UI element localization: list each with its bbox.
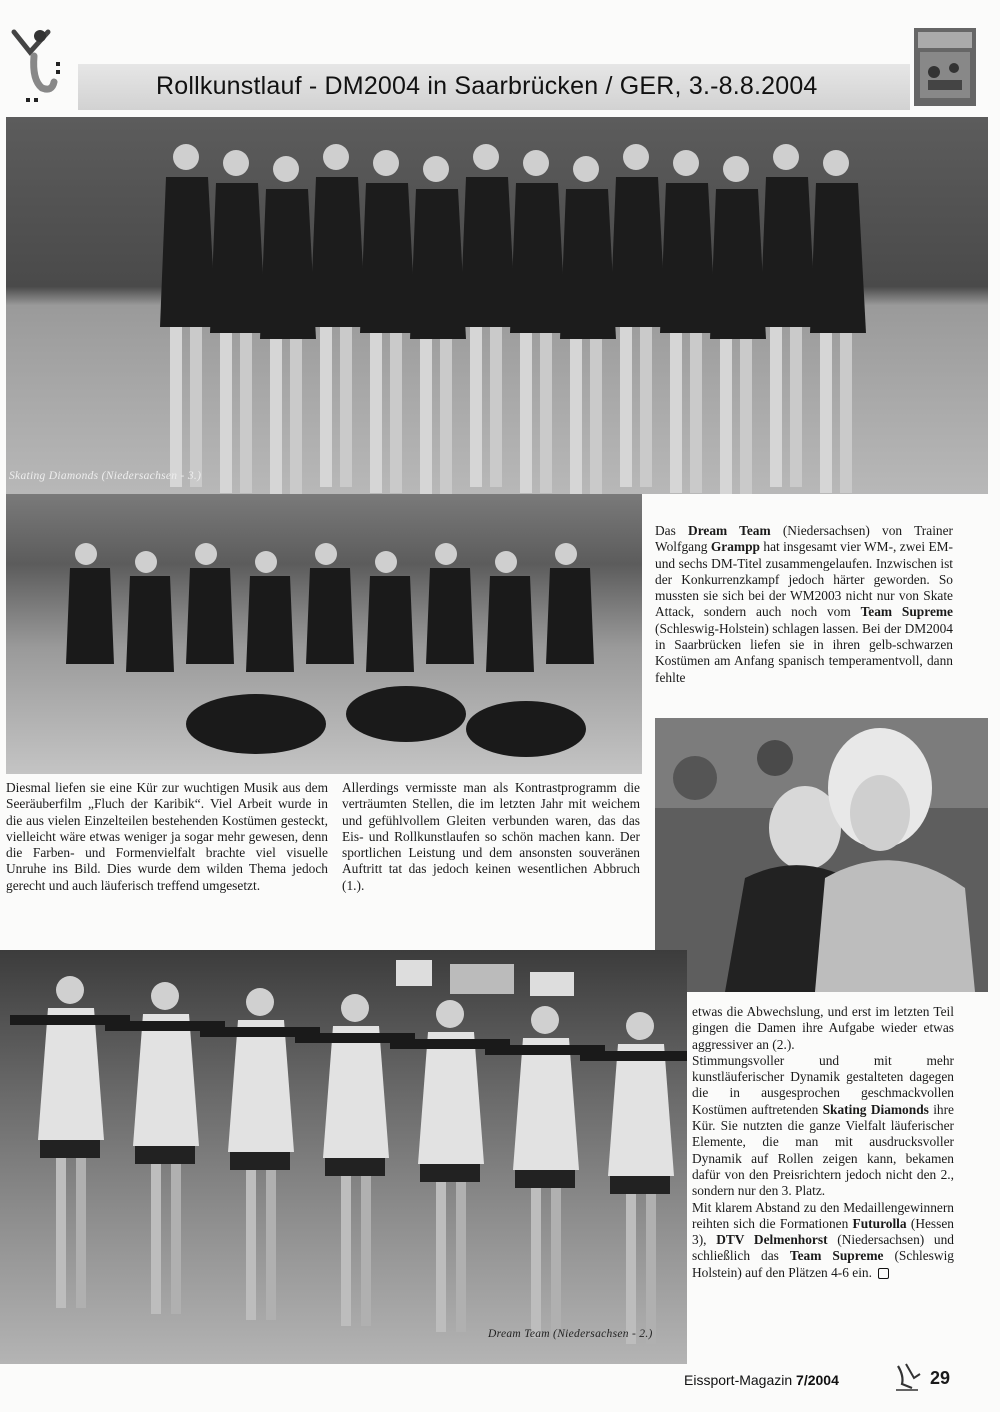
article-column-left xyxy=(6,780,328,894)
paragraph: Allerdings vermisste man als Kontrastprogramm die verträumten Stellen, die im letzten Jahr mit weichem und gefühlvollem Gleiten verbunden waren, das das Eis- und Rollkunstlaufen so schön machen kann. Der sportlichen Leistung und dem ansonsten souveränen Auftritt tat das jedoch keinen wesentlichen Abbruch (1.). xyxy=(342,780,640,893)
event-badge-image xyxy=(914,28,976,106)
paragraph: Das Dream Team (Niedersachsen) von Trainer Wolfgang Grampp hat insgesamt vier WM-, zwei EM- und sechs DM-Titel zusammengelaufen. Inzwischen ist der Konkurrenzkampf jedoch härter geworden. So mussten sie sich bei der WM2003 nicht nur von Skate Attack, sondern auch noch vom Team Supreme (Schleswig-Holstein) schlagen lassen. Bei der DM2004 in Saarbrücken liefen sie in ihren gelb-schwarzen Kostümen am Anfang spanisch temperamentvoll, dann fehlte xyxy=(655,523,954,685)
article-column-right-top xyxy=(655,523,953,686)
paragraph: Diesmal liefen sie eine Kür zur wuchtigen Musik aus dem Seeräuberfilm „Fluch der Karibik“. Viel Arbeit wurde in die aus vielen Einzelteilen bestehenden Kostümen gesteckt, vielleicht wäre etwas weniger ja sogar mehr gewesen, denn die Farben- und Formenvielfalt brachte viel visuelle Unruhe ins Bild. Dies wurde dem wilden Thema jedoch gerecht und auch läuferisch treffend umgesetzt. xyxy=(6,780,328,893)
paragraph: Stimmungsvoller und mit mehr kunstläuferischer Dynamik gestalteten dagegen die in ausgesprochen geschmackvollen Kostümen auftretenden Skating Diamonds ihre Kür. Sie nutzten die ganze Vielfalt läuferischer Elemente, die man mit ausdrucksvoller Dynamik auf Rollen zeigen kann, bekamen dafür von den Preisrichtern jedoch nicht den 2., sondern nur den 3. Platz. xyxy=(692,1052,955,1199)
photo-caption-top: Skating Diamonds (Niedersachsen - 3.) xyxy=(9,470,202,482)
paragraph: Mit klarem Abstand zu den Medaillengewinnern reihten sich die Formationen Futurolla (Hessen 3), DTV Delmenhorst (Niedersachsen) und schließlich das Team Supreme (Schleswig Holstein) auf den Plätzen 4-6 ein. xyxy=(692,1199,954,1280)
photo-caption-bottom: Dream Team (Niedersachsen - 2.) xyxy=(488,1328,653,1340)
photo-coach-and-skater xyxy=(655,718,988,992)
article-column-middle xyxy=(342,780,640,894)
photo-skating-diamonds xyxy=(6,117,988,494)
page-number: 29 xyxy=(930,1368,951,1388)
footer-magazine: Eissport-Magazin 7/2004 xyxy=(684,1372,839,1388)
article-column-right-bottom xyxy=(692,1004,954,1281)
photo-dream-team-kneeling xyxy=(6,494,642,774)
page-title: Rollkunstlauf - DM2004 in Saarbrücken / GER, 3.-8.8.2004 xyxy=(156,72,818,100)
skater-icon xyxy=(892,1362,922,1394)
photo-dream-team-pirates xyxy=(0,950,687,1364)
magazine-logo xyxy=(8,22,76,106)
paragraph: etwas die Abwechslung, und erst im letzten Teil gingen die Damen ihre Aufgabe wieder etwas aggressiver an (2.). xyxy=(692,1004,954,1052)
end-of-article-icon xyxy=(878,1268,889,1279)
